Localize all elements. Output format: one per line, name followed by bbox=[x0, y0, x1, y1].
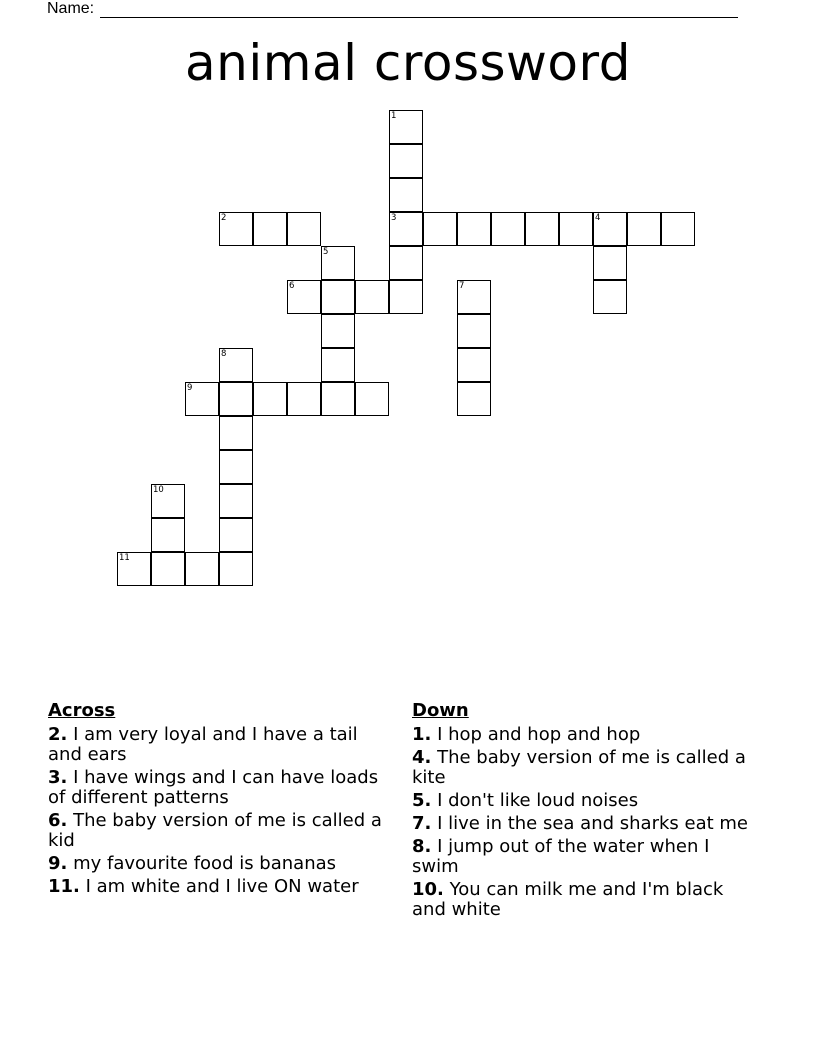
crossword-cell[interactable] bbox=[525, 212, 559, 246]
crossword-cell[interactable] bbox=[593, 212, 627, 246]
clue-text: I am white and I live ON water bbox=[79, 876, 359, 897]
clue-number: 5. bbox=[412, 790, 432, 811]
crossword-cell[interactable] bbox=[219, 450, 253, 484]
crossword-cell[interactable] bbox=[457, 212, 491, 246]
clue-number: 9. bbox=[48, 853, 68, 874]
crossword-cell[interactable] bbox=[253, 212, 287, 246]
clue-text: I don't like loud noises bbox=[431, 790, 639, 811]
crossword-cell[interactable] bbox=[253, 382, 287, 416]
down-clue bbox=[412, 748, 757, 788]
crossword-cell[interactable] bbox=[457, 314, 491, 348]
crossword-cell[interactable] bbox=[389, 280, 423, 314]
crossword-cell[interactable] bbox=[321, 246, 355, 280]
cell-number: 10 bbox=[153, 485, 164, 495]
clue-number: 7. bbox=[412, 813, 432, 834]
crossword-cell[interactable] bbox=[389, 246, 423, 280]
crossword-cell[interactable] bbox=[661, 212, 695, 246]
crossword-cell[interactable] bbox=[389, 178, 423, 212]
across-clue bbox=[48, 768, 393, 808]
cell-number: 4 bbox=[595, 213, 601, 223]
crossword-cell[interactable] bbox=[219, 552, 253, 586]
clue-text: The baby version of me is called a kite bbox=[412, 747, 746, 788]
crossword-cell[interactable] bbox=[151, 552, 185, 586]
down-clue bbox=[412, 791, 757, 811]
clue-text: I jump out of the water when I swim bbox=[412, 836, 710, 877]
crossword-cell[interactable] bbox=[593, 280, 627, 314]
crossword-cell[interactable] bbox=[151, 518, 185, 552]
cell-number: 2 bbox=[221, 213, 227, 223]
down-clue bbox=[412, 880, 757, 920]
crossword-cell[interactable] bbox=[219, 416, 253, 450]
clue-text: The baby version of me is called a kid bbox=[48, 810, 382, 851]
crossword-cell[interactable] bbox=[355, 382, 389, 416]
cell-number: 11 bbox=[119, 553, 130, 563]
clue-number: 1. bbox=[412, 724, 432, 745]
down-clues bbox=[412, 701, 757, 923]
crossword-cell[interactable] bbox=[219, 382, 253, 416]
crossword-cell[interactable] bbox=[219, 212, 253, 246]
down-clue bbox=[412, 725, 757, 745]
clue-text: my favourite food is bananas bbox=[67, 853, 337, 874]
crossword-cell[interactable] bbox=[457, 348, 491, 382]
clue-text: I hop and hop and hop bbox=[431, 724, 641, 745]
crossword-cell[interactable] bbox=[321, 382, 355, 416]
crossword-cell[interactable] bbox=[151, 484, 185, 518]
cell-number: 8 bbox=[221, 349, 227, 359]
page-title: animal crossword bbox=[185, 34, 631, 92]
crossword-cell[interactable] bbox=[219, 484, 253, 518]
clue-number: 2. bbox=[48, 724, 68, 745]
cell-number: 6 bbox=[289, 281, 295, 291]
clue-text: I live in the sea and sharks eat me bbox=[431, 813, 748, 834]
crossword-cell[interactable] bbox=[423, 212, 457, 246]
crossword-cell[interactable] bbox=[389, 110, 423, 144]
cell-number: 3 bbox=[391, 213, 397, 223]
crossword-cell[interactable] bbox=[321, 348, 355, 382]
cell-number: 9 bbox=[187, 383, 193, 393]
clue-number: 8. bbox=[412, 836, 432, 857]
crossword-cell[interactable] bbox=[491, 212, 525, 246]
clue-text: You can milk me and I'm black and white bbox=[412, 879, 724, 920]
crossword-cell[interactable] bbox=[287, 212, 321, 246]
crossword-cell[interactable] bbox=[287, 382, 321, 416]
crossword-cell[interactable] bbox=[389, 212, 423, 246]
cell-number: 5 bbox=[323, 247, 329, 257]
crossword-cell[interactable] bbox=[457, 280, 491, 314]
crossword-cell[interactable] bbox=[185, 382, 219, 416]
across-clue-list bbox=[48, 725, 393, 897]
crossword-cell[interactable] bbox=[355, 280, 389, 314]
crossword-cell[interactable] bbox=[593, 246, 627, 280]
clue-number: 10. bbox=[412, 879, 444, 900]
crossword-cell[interactable] bbox=[185, 552, 219, 586]
crossword-cell[interactable] bbox=[219, 518, 253, 552]
across-heading: Across bbox=[48, 700, 116, 721]
clue-number: 4. bbox=[412, 747, 432, 768]
crossword-cell[interactable] bbox=[321, 280, 355, 314]
across-clues bbox=[48, 701, 393, 900]
crossword-cell[interactable] bbox=[627, 212, 661, 246]
across-clue bbox=[48, 877, 393, 897]
crossword-cell[interactable] bbox=[457, 382, 491, 416]
crossword-cell[interactable] bbox=[389, 144, 423, 178]
crossword-cell[interactable] bbox=[321, 314, 355, 348]
across-clue bbox=[48, 811, 393, 851]
down-heading: Down bbox=[412, 700, 469, 721]
crossword-cell[interactable] bbox=[559, 212, 593, 246]
crossword-cell[interactable] bbox=[287, 280, 321, 314]
cell-number: 1 bbox=[391, 111, 397, 121]
clue-text: I am very loyal and I have a tail and ears bbox=[48, 724, 358, 765]
clue-number: 11. bbox=[48, 876, 80, 897]
down-clue bbox=[412, 837, 757, 877]
down-clue-list bbox=[412, 725, 757, 920]
name-label: Name: bbox=[47, 0, 95, 17]
clue-text: I have wings and I can have loads of different patterns bbox=[48, 767, 379, 808]
across-clue bbox=[48, 854, 393, 874]
clue-number: 3. bbox=[48, 767, 68, 788]
clue-number: 6. bbox=[48, 810, 68, 831]
cell-number: 7 bbox=[459, 281, 465, 291]
crossword-cell[interactable] bbox=[219, 348, 253, 382]
crossword-cell[interactable] bbox=[117, 552, 151, 586]
across-clue bbox=[48, 725, 393, 765]
down-clue bbox=[412, 814, 757, 834]
